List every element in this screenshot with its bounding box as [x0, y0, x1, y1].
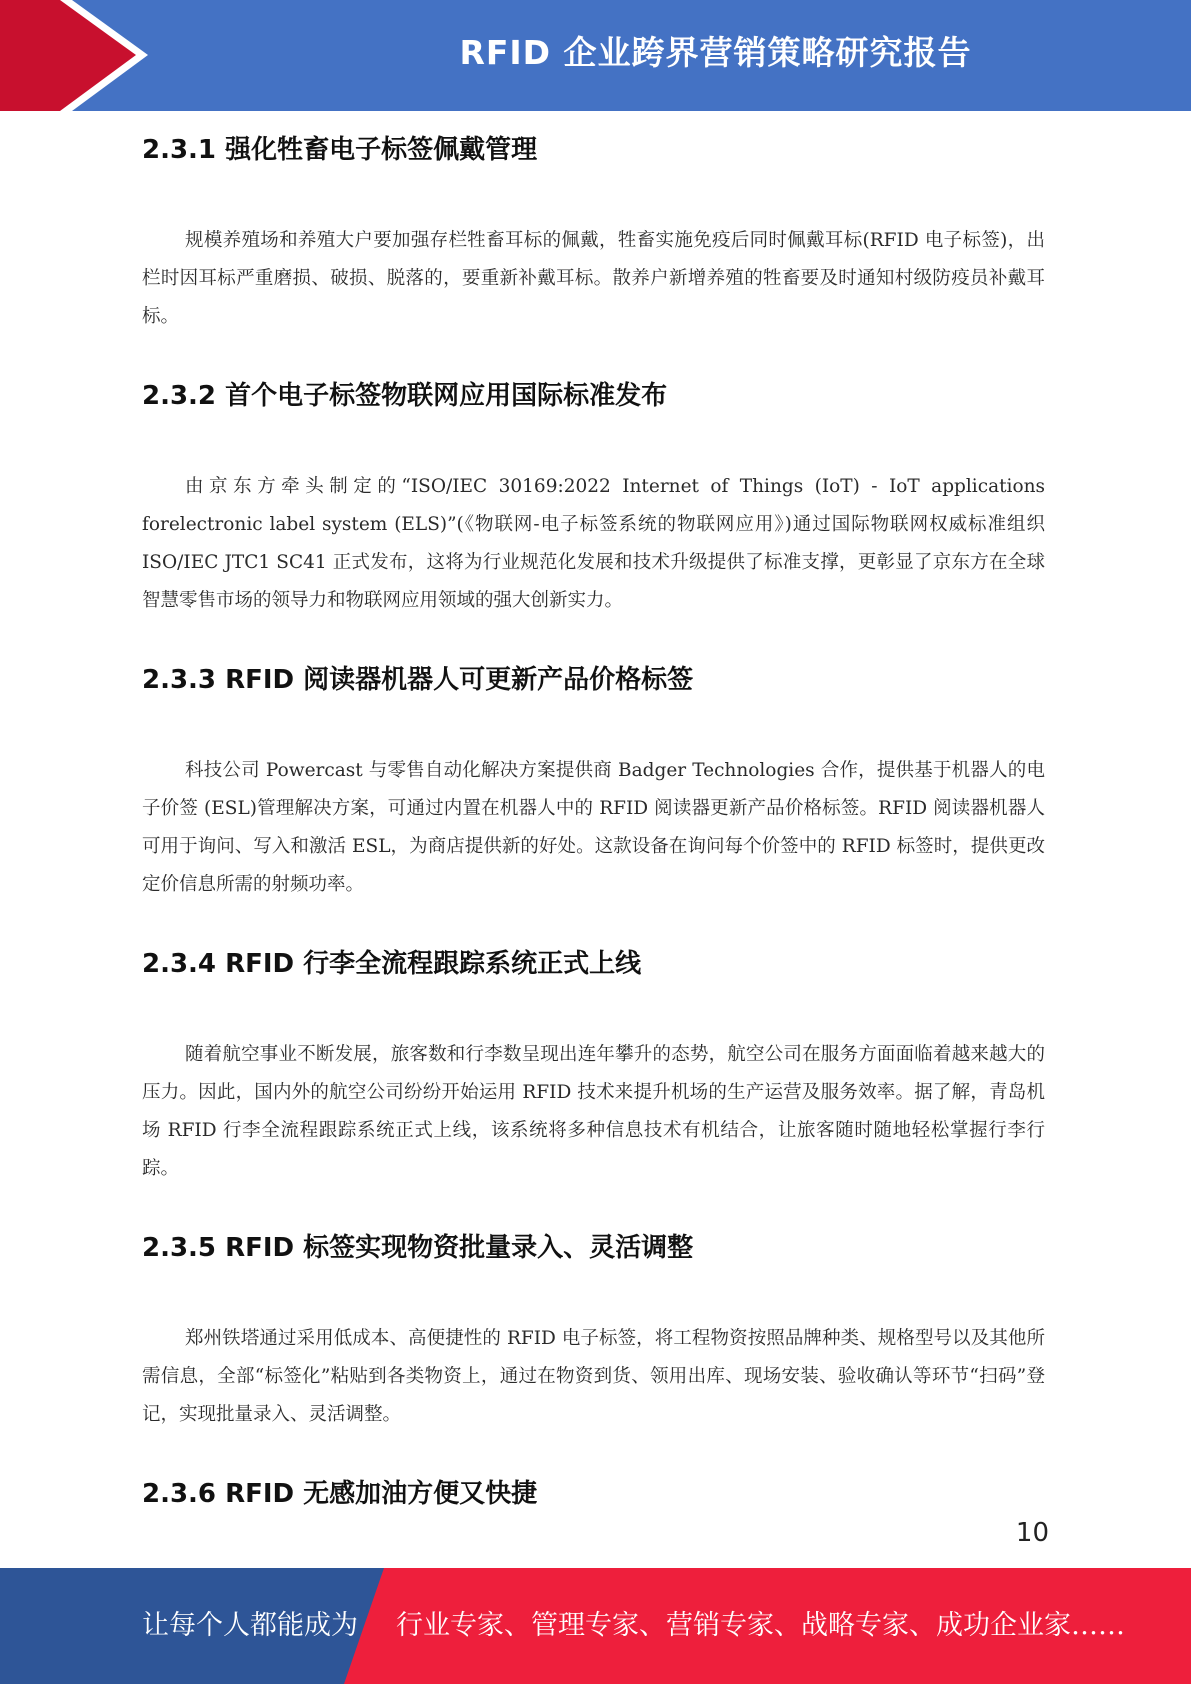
page-number: 10 — [1015, 1518, 1049, 1548]
page-content — [142, 126, 1045, 1604]
section-heading-2-3-5: 2.3.5 RFID 标签实现物资批量录入、灵活调整 — [142, 1233, 694, 1263]
section-paragraph-2-3-1: 规模养殖场和养殖大户要加强存栏牲畜耳标的佩戴，牲畜实施免疫后同时佩戴耳标(RFID 电子标签)，出栏时因耳标严重磨损、破损、脱落的，要重新补戴耳标。散养户新增养殖的牲畜要及时通知村级防疫员补戴耳标。 — [142, 230, 1045, 327]
section-paragraph-2-3-4: 随着航空事业不断发展，旅客数和行李数呈现出连年攀升的态势，航空公司在服务方面面临着越来越大的压力。因此，国内外的航空公司纷纷开始运用 RFID 技术来提升机场的生产运营及服务效率。据了解，青岛机场 RFID 行李全流程跟踪系统正式上线，该系统将多种信息技术有机结合，让旅客随时随地轻松掌握行李行踪。 — [142, 1044, 1045, 1179]
section-paragraph-2-3-2: 由京东方牵头制定的“ISO/IEC 30169:2022 Internet of Things (IoT) - IoT applications forelectronic label system (ELS)”(《物联网-电子标签系统的物联网应用》)通过国际物联网权威标准组织 ISO/IEC JTC1 SC41 正式发布，这将为行业规范化发展和技术升级提供了标准支撑，更彰显了京东方在全球智慧零售市场的领导力和物联网应用领域的强大创新实力。 — [142, 476, 1045, 611]
section-paragraph-2-3-5: 郑州铁塔通过采用低成本、高便捷性的 RFID 电子标签，将工程物资按照品牌种类、规格型号以及其他所需信息，全部“标签化”粘贴到各类物资上，通过在物资到货、领用出库、现场安装、验收确认等环节“扫码”登记，实现批量录入、灵活调整。 — [142, 1328, 1045, 1425]
section-heading-2-3-3: 2.3.3 RFID 阅读器机器人可更新产品价格标签 — [142, 665, 694, 695]
report-header — [0, 0, 1191, 111]
section-paragraph-2-3-3: 科技公司 Powercast 与零售自动化解决方案提供商 Badger Technologies 合作，提供基于机器人的电子价签 (ESL)管理解决方案，可通过内置在机器人中的 RFID 阅读器更新产品价格标签。RFID 阅读器机器人可用于询问、写入和激活 ESL，为商店提供新的好处。这款设备在询问每个价签中的 RFID 标签时，提供更改定价信息所需的射频功率。 — [142, 760, 1045, 895]
footer-slogan-right: 行业专家、管理专家、营销专家、战略专家、成功企业家…… — [396, 1610, 1125, 1641]
section-heading-2-3-2: 2.3.2 首个电子标签物联网应用国际标准发布 — [142, 381, 668, 411]
section-heading-2-3-1: 2.3.1 强化牲畜电子标签佩戴管理 — [142, 135, 538, 165]
section-heading-2-3-6: 2.3.6 RFID 无感加油方便又快捷 — [142, 1479, 538, 1509]
footer-slogan-left: 让每个人都能成为 — [142, 1610, 358, 1641]
report-footer — [0, 1568, 1191, 1684]
section-heading-2-3-4: 2.3.4 RFID 行李全流程跟踪系统正式上线 — [142, 949, 642, 979]
report-title: RFID 企业跨界营销策略研究报告 — [459, 33, 972, 72]
